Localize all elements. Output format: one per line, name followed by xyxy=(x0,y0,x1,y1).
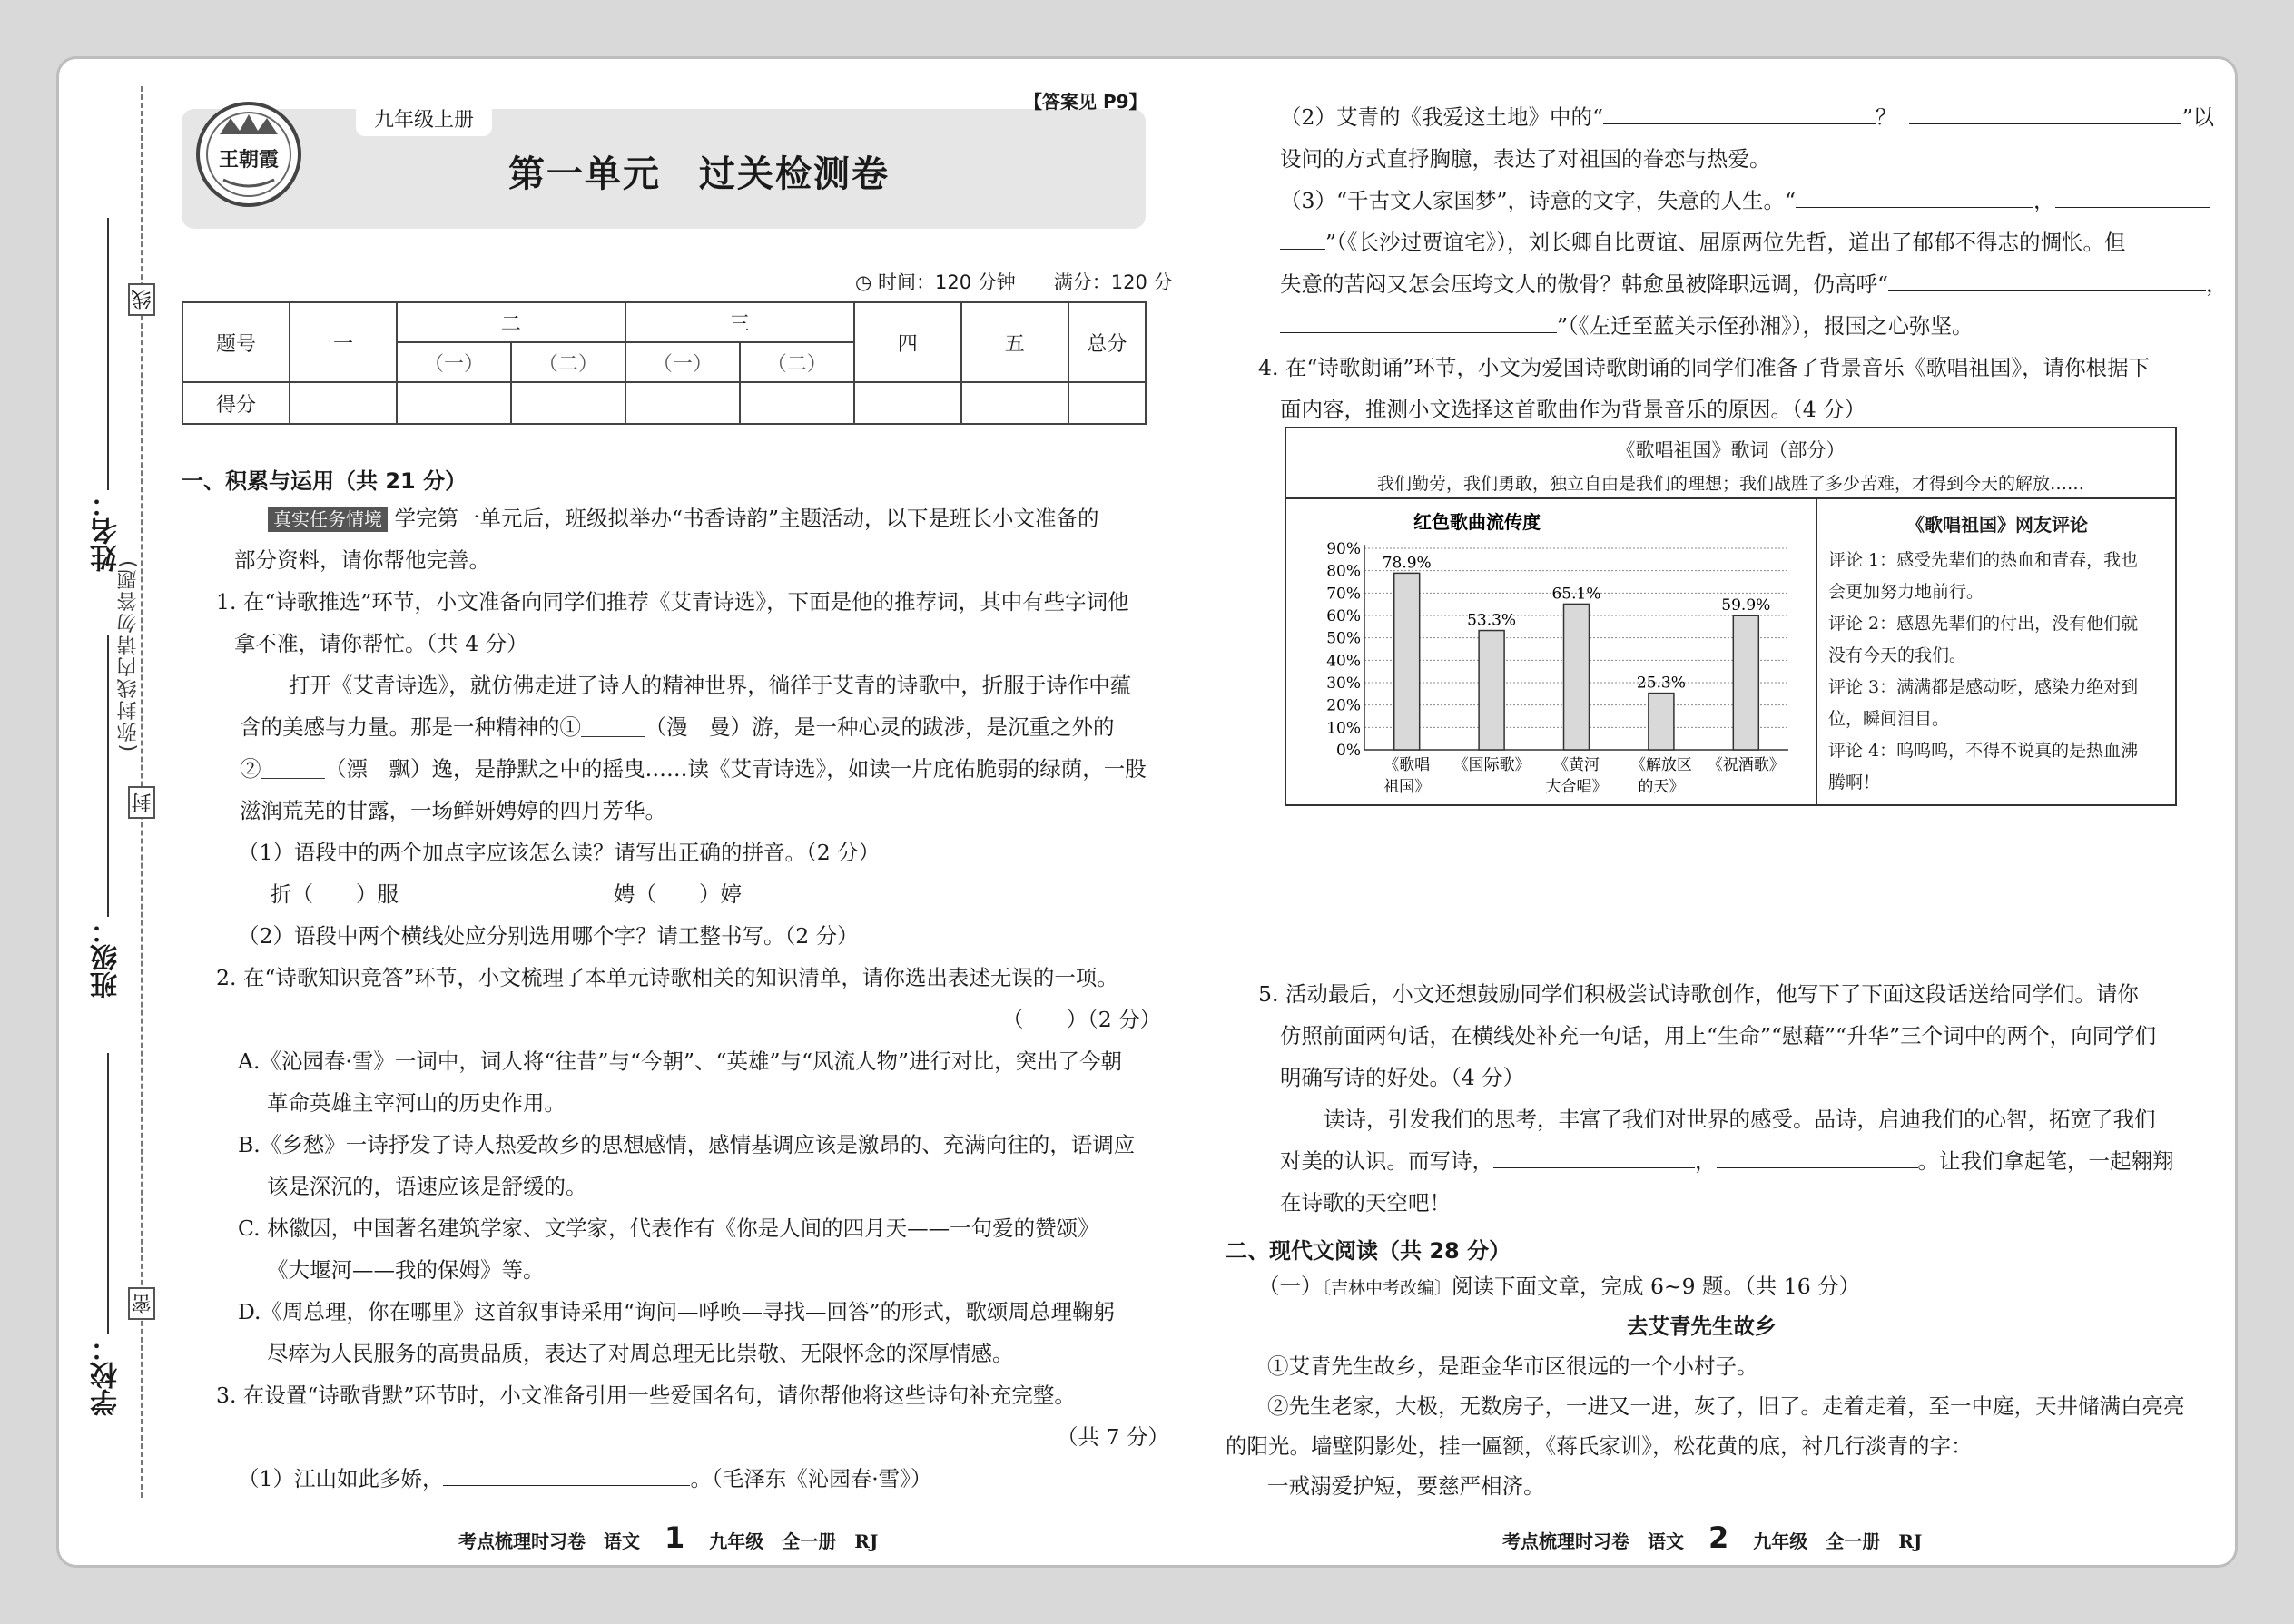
q3-sub3-blank-3[interactable] xyxy=(1888,271,2206,291)
comment-4-line-1: 评论 4：呜呜呜，不得不说真的是热血沸 xyxy=(1828,741,2139,761)
exam-time: 时间：120 分钟 xyxy=(878,271,1016,293)
score-col-four: 四 xyxy=(854,302,961,382)
lyric-text: 我们勤劳，我们勇敢，独立自由是我们的理想；我们战胜了多少苦难，才得到今天的解放…… xyxy=(1376,474,2084,494)
q3-line-2: （共 7 分） xyxy=(1057,1424,1169,1450)
q5-line-2: 仿照前面两句话，在横线处补充一句话，用上“生命”“慰藉”“升华”三个词中的两个，向同学们 xyxy=(1280,1023,2157,1048)
page-title: 第一单元 过关检测卷 xyxy=(508,153,890,195)
reading-1-num: （一） xyxy=(1258,1274,1323,1299)
footer-left-series: 考点梳理时习卷 语文 xyxy=(458,1530,640,1552)
reading-1-intro xyxy=(1258,1273,1860,1302)
q3-sub2-line-1 xyxy=(1280,103,2214,131)
comments-list xyxy=(1828,545,2173,799)
score-col-total: 总分 xyxy=(1068,302,1146,382)
q2-option-a-2: 革命英雄主宰河山的历史作用。 xyxy=(267,1090,566,1116)
chart-bar xyxy=(1649,694,1674,750)
section-1-title: 一、积累与运用（共 21 分） xyxy=(182,468,468,494)
exam-full-score: 满分：120 分 xyxy=(1053,271,1173,293)
q1-passage-1: 打开《艾青诗选》，就仿佛走进了诗人的精神世界，徜徉于艾青的诗歌中，折服于诗作中蕴 xyxy=(289,673,1132,698)
q2-option-c-2: 《大堰河——我的保姆》等。 xyxy=(267,1257,545,1283)
q2-option-b-1[interactable]: B.《乡愁》一诗抒发了诗人热爱故乡的思想感情，感情基调应该是激昂的、充满向往的，语调应 xyxy=(238,1132,1136,1157)
q3-sub1-text-b: 。（毛泽东《沁园春·雪》） xyxy=(690,1466,932,1491)
comment-3-line-1: 评论 3：满满都是感动呀，感染力绝对到 xyxy=(1828,677,2139,697)
q3-sub2-text-a: （2）艾青的《我爱这土地》中的“ xyxy=(1280,104,1603,130)
q5-line-3: 明确写诗的好处。（4 分） xyxy=(1280,1065,1525,1090)
class-blank[interactable] xyxy=(107,635,109,917)
box-divider xyxy=(1816,499,1817,806)
score-col-one: 一 xyxy=(290,302,397,382)
q3-sub3-line-2 xyxy=(1280,229,2126,256)
score-cell[interactable] xyxy=(397,382,511,424)
chart-bar xyxy=(1394,573,1420,750)
section-2-title: 二、现代文阅读（共 28 分） xyxy=(1226,1238,1511,1264)
q2-option-c-1[interactable]: C. 林徽因，中国著名建筑学家、文学家，代表作有《你是人间的四月天——一句爱的赞颂》 xyxy=(238,1216,1099,1241)
chart-data-label: 78.9% xyxy=(1382,554,1432,573)
q1-line-2: 拿不准，请你帮忙。（共 4 分） xyxy=(234,631,528,656)
article-para-2-cont: 的阳光。墙壁阴影处，挂一匾额，《蒋氏家训》，松花黄的底，衬几行淡青的字： xyxy=(1226,1433,1973,1459)
chart-title: 红色歌曲流传度 xyxy=(1413,511,1541,533)
comment-1-line-2: 会更加努力地前行。 xyxy=(1828,582,1984,602)
chart-ytick-label: 0% xyxy=(1336,742,1361,760)
q1-line-1: 1. 在“诗歌推选”环节，小文准备向同学们推荐《艾青诗选》，下面是他的推荐词，其中有些字词他 xyxy=(216,589,1129,615)
school-blank[interactable] xyxy=(107,1053,109,1334)
time-score-bar xyxy=(855,268,1173,295)
comment-2-line-2: 没有今天的我们。 xyxy=(1828,645,1967,665)
q3-line-1: 3. 在设置“诗歌背默”环节时，小文准备引用一些爱国名句，请你帮他将这些诗句补充完整。 xyxy=(216,1383,1076,1408)
song-popularity-chart xyxy=(1285,427,1814,806)
chart-category-label: 《黄河 xyxy=(1553,756,1600,774)
q5-passage-text-a: 对美的认识。而写诗， xyxy=(1280,1148,1493,1174)
score-cell[interactable] xyxy=(961,382,1068,424)
comment-1-line-1: 评论 1：感受先辈们的热血和青春，我也 xyxy=(1828,550,2139,570)
svg-text:王朝霞: 王朝霞 xyxy=(218,148,280,172)
q5-passage-2 xyxy=(1280,1147,2174,1175)
reading-1-source-tag: 〔吉林中考改编〕 xyxy=(1322,1278,1452,1298)
grade-tab: 九年级上册 xyxy=(356,107,492,136)
article-para-2: ②先生老家，大极，无数房子，一进又一进，灰了，旧了。走着走着，至一中庭，天井储满白亮亮 xyxy=(1267,1393,2185,1419)
seal-mi: 密 xyxy=(128,1287,155,1320)
score-col-two: 二 xyxy=(397,302,625,342)
comment-4-line-2: 腾啊！ xyxy=(1828,773,1881,792)
q5-blank-1[interactable] xyxy=(1493,1148,1695,1168)
chart-category-label: 《祝酒歌》 xyxy=(1707,756,1785,774)
q2-option-a-1[interactable]: A.《沁园春·雪》一词中，词人将“往昔”与“今朝”、“英雄”与“风流人物”进行对比，突出了今朝 xyxy=(238,1048,1123,1074)
chart-category-label: 祖国》 xyxy=(1383,778,1431,796)
reading-1-instruction: 阅读下面文章，完成 6~9 题。（共 16 分） xyxy=(1452,1274,1861,1299)
seal-xian: 线 xyxy=(128,283,155,316)
q3-sub3-blank-2-cont[interactable] xyxy=(1280,230,1325,250)
q3-sub3-blank-2[interactable] xyxy=(2055,188,2210,208)
q1-passage-4: 滋润荒芜的甘露，一场鲜妍娉婷的四月芳华。 xyxy=(240,798,666,823)
q3-sub3-line-1 xyxy=(1280,187,2210,214)
q1-passage-3: ②＿＿＿（漂 飘）逸，是静默之中的摇曳……读《艾青诗选》，如读一片庇佑脆弱的绿荫，一股 xyxy=(240,756,1147,782)
chart-ytick-label: 50% xyxy=(1326,629,1361,648)
chart-data-label: 53.3% xyxy=(1467,611,1517,630)
chart-data-label: 25.3% xyxy=(1636,674,1686,693)
score-col-two-sub2: （二） xyxy=(511,342,625,382)
comment-2-line-1: 评论 2：感恩先辈们的付出，没有他们就 xyxy=(1828,614,2139,634)
school-label: 学校： xyxy=(91,1334,123,1416)
article-para-3: 一戒溺爱护短，要慈严相济。 xyxy=(1267,1473,1545,1499)
answer-reference: 【答案见 P9】 xyxy=(1024,91,1147,113)
q1-sub2: （2）语段中两个横线处应分别选用哪个字？请工整书写。（2 分） xyxy=(238,923,859,949)
q3-sub3-blank-4[interactable] xyxy=(1280,313,1557,333)
footer-left-edition: 九年级 全一册 RJ xyxy=(709,1530,879,1552)
q3-sub2-line-2: 设问的方式直抒胸臆，表达了对祖国的眷恋与热爱。 xyxy=(1280,146,1771,172)
q2-option-d-2: 尽瘁为人民服务的高贵品质，表达了对周总理无比崇敬、无限怀念的深厚情感。 xyxy=(267,1341,1014,1366)
page-number-right: 2 xyxy=(1708,1521,1729,1555)
q3-sub3-line-4 xyxy=(1280,312,1974,340)
chart-ytick-label: 40% xyxy=(1326,652,1361,671)
page-number-left: 1 xyxy=(664,1521,685,1555)
q4-line-1: 4. 在“诗歌朗诵”环节，小文为爱国诗歌朗诵的同学们准备了背景音乐《歌唱祖国》，请你根据下 xyxy=(1258,355,2151,380)
score-table-header-defen: 得分 xyxy=(182,382,290,424)
q5-passage-3: 在诗歌的天空吧！ xyxy=(1280,1190,1451,1216)
chart-category-label: 《国际歌》 xyxy=(1452,756,1531,774)
q3-sub3-text-e: ， xyxy=(2206,271,2228,297)
score-cell[interactable] xyxy=(625,382,740,424)
intro-line-1 xyxy=(268,505,1099,532)
lyric-title: 《歌唱祖国》歌词（部分） xyxy=(1616,439,1846,461)
clock-icon: ◷ xyxy=(855,271,872,293)
q1-sub1-blank-a[interactable]: 折（ ）服 xyxy=(271,881,399,907)
chart-ytick-label: 60% xyxy=(1326,607,1361,625)
q3-sub3-line-3 xyxy=(1280,271,2228,298)
q1-passage-2: 含的美感与力量。那是一种精神的①＿＿＿（漫 曼）游，是一种心灵的跋涉，是沉重之外的 xyxy=(240,714,1115,740)
chart-ytick-label: 30% xyxy=(1326,674,1361,693)
chart-ytick-label: 80% xyxy=(1326,562,1361,581)
score-table-header-tihao: 题号 xyxy=(182,302,290,382)
q3-sub2-text-b: ？ xyxy=(1875,104,1897,130)
q2-option-b-2: 该是深沉的，语速应该是舒缓的。 xyxy=(267,1174,587,1199)
chart-category-label: 大合唱》 xyxy=(1545,778,1608,796)
q3-sub2-blank-2[interactable] xyxy=(1909,104,2181,124)
q3-sub3-text-a: （3）“千古文人家国梦”，诗意的文字，失意的人生。“ xyxy=(1280,188,1796,213)
chart-ytick-label: 70% xyxy=(1326,585,1361,604)
intro-line-2: 部分资料，请你帮他完善。 xyxy=(234,547,490,573)
name-blank[interactable] xyxy=(107,218,109,490)
q1-sub1: （1）语段中的两个加点字应该怎么读？请写出正确的拼音。（2 分） xyxy=(238,840,881,865)
seal-feng: 封 xyxy=(128,786,155,819)
q3-sub3-blank-1[interactable] xyxy=(1796,188,2033,208)
task-tag: 真实任务情境 xyxy=(268,507,388,532)
q3-sub3-text-f: ”（《左迁至蓝关示侄孙湘》），报国之心弥坚。 xyxy=(1557,313,1974,339)
score-cell[interactable] xyxy=(1068,382,1146,424)
name-label: 姓名： xyxy=(91,490,123,572)
class-label: 班级： xyxy=(91,917,123,999)
chart-data-label: 59.9% xyxy=(1721,596,1771,615)
score-cell[interactable] xyxy=(290,382,397,424)
q1-sub1-blank-b[interactable]: 娉（ ）婷 xyxy=(614,881,742,907)
chart-ytick-label: 10% xyxy=(1326,719,1361,738)
q5-line-1: 5. 活动最后，小文还想鼓励同学们积极尝试诗歌创作，他写下了下面这段话送给同学们。请你 xyxy=(1258,981,2139,1007)
chart-bar xyxy=(1479,631,1504,750)
q5-blank-2[interactable] xyxy=(1717,1148,1918,1168)
q3-sub1-text-a: （1）江山如此多娇， xyxy=(238,1466,444,1491)
q4-line-2: 面内容，推测小文选择这首歌曲作为背景音乐的原因。（4 分） xyxy=(1280,397,1866,422)
score-col-three-sub1: （一） xyxy=(625,342,740,382)
q3-sub2-blank-1[interactable] xyxy=(1603,104,1876,124)
article-title: 去艾青先生故乡 xyxy=(1627,1314,1777,1339)
seal-note: (弥封线内请勿答题) xyxy=(117,558,140,753)
q5-passage-text-b: ， xyxy=(1695,1148,1717,1174)
q2-line-1: 2. 在“诗歌知识竞答”环节，小文梳理了本单元诗歌相关的知识清单，请你选出表述无误的一项。 xyxy=(216,965,1118,990)
publisher-logo-icon xyxy=(192,98,305,211)
score-col-three-sub2: （二） xyxy=(740,342,854,382)
score-col-two-sub1: （一） xyxy=(397,342,511,382)
chart-bar xyxy=(1733,615,1758,750)
q3-sub1 xyxy=(238,1465,931,1492)
q5-passage-1: 读诗，引发我们的思考，丰富了我们对世界的感受。品诗，启迪我们的心智，拓宽了我们 xyxy=(1324,1107,2156,1132)
q3-sub1-blank[interactable] xyxy=(443,1466,690,1486)
score-col-five: 五 xyxy=(961,302,1068,382)
chart-category-label: 《歌唱 xyxy=(1383,756,1431,774)
chart-category-label: 《解放区 xyxy=(1629,756,1692,774)
q3-sub3-text-d: 失意的苦闷又怎会压垮文人的傲骨？韩愈虽被降职远调，仍高呼“ xyxy=(1280,271,1889,297)
chart-ytick-label: 90% xyxy=(1326,540,1361,558)
comments-title: 《歌唱祖国》网友评论 xyxy=(1906,514,2088,536)
footer-right xyxy=(1502,1521,1922,1555)
chart-data-label: 65.1% xyxy=(1551,585,1601,604)
score-cell[interactable] xyxy=(854,382,961,424)
article-para-1: ①艾青先生故乡，是距金华市区很远的一个小村子。 xyxy=(1267,1353,1758,1379)
q2-answer-bracket[interactable]: （ ）（2 分） xyxy=(1002,1007,1162,1032)
q2-option-d-1[interactable]: D.《周总理，你在哪里》这首叙事诗采用“询问—呼唤—寻找—回答”的形式，歌颂周总理鞠躬 xyxy=(238,1299,1116,1324)
comment-3-line-2: 位，瞬间泪目。 xyxy=(1828,709,1950,729)
q3-sub3-text-b: ， xyxy=(2033,188,2055,213)
q3-sub3-text-c: ”（《长沙过贾谊宅》），刘长卿自比贾谊、屈原两位先哲，道出了郁郁不得志的惆怅。但 xyxy=(1325,230,2126,255)
chart-ytick-label: 20% xyxy=(1326,696,1361,715)
footer-right-edition: 九年级 全一册 RJ xyxy=(1753,1530,1923,1552)
intro-text-1: 学完第一单元后，班级拟举办“书香诗韵”主题活动，以下是班长小文准备的 xyxy=(394,506,1099,531)
score-cell[interactable] xyxy=(740,382,854,424)
chart-category-label: 的天》 xyxy=(1638,778,1685,796)
footer-left xyxy=(458,1521,878,1555)
footer-right-series: 考点梳理时习卷 语文 xyxy=(1502,1530,1684,1552)
score-col-three: 三 xyxy=(625,302,854,342)
chart-bar xyxy=(1564,604,1590,750)
q5-passage-text-c: 。让我们拿起笔，一起翱翔 xyxy=(1917,1148,2174,1174)
score-cell[interactable] xyxy=(511,382,625,424)
q3-sub2-text-c: ”以 xyxy=(2181,104,2214,130)
score-table xyxy=(182,301,1147,425)
